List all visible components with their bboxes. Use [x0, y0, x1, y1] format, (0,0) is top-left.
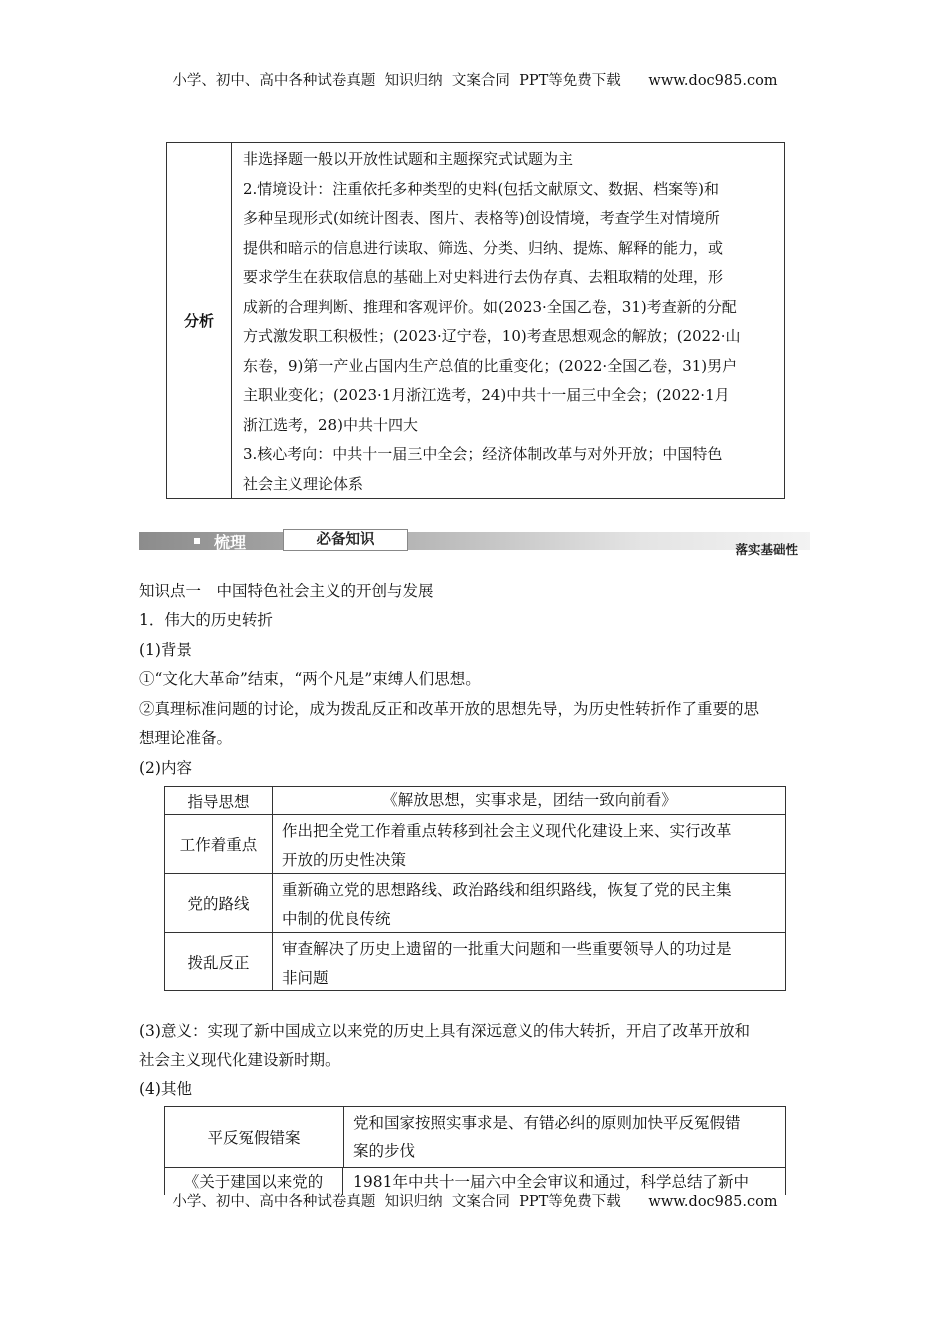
table-row — [165, 787, 785, 814]
table-row — [165, 1107, 785, 1167]
row-content-line: 1981年中共十一届六中全会审议和通过，科学总结了新中 — [353, 1173, 749, 1191]
row-content-line: 作出把全党工作着重点转移到社会主义现代化建设上来、实行改革 — [282, 822, 732, 840]
content-table — [164, 786, 786, 991]
banner-left-label: 梳理 — [214, 533, 247, 552]
page-footer: 小学、初中、高中各种试卷真题 知识归纳 文案合同 PPT等免费下载 www.doc985.com — [172, 1194, 778, 1210]
analysis-table — [166, 142, 785, 499]
significance-line1: (3)意义：实现了新中国成立以来党的历史上具有深远意义的伟大转折，开启了改革开放和 — [139, 1022, 750, 1040]
row-label: 工作着重点 — [165, 815, 273, 873]
analysis-line: 要求学生在获取信息的基础上对史料进行去伪存真、去粗取精的处理，形 — [243, 268, 724, 286]
analysis-line: 提供和暗示的信息进行读取、筛选、分类、归纳、提炼、解释的能力，或 — [243, 238, 724, 257]
analysis-line: 方式激发职工积极性；(2023·辽宁卷，10)考查思想观念的解放；(2022·山 — [243, 327, 741, 345]
row-content: 《解放思想，实事求是，团结一致向前看》 — [382, 791, 677, 809]
analysis-line: 主职业变化；(2023·1月浙江选考，24)中共十一届三中全会；(2022·1月 — [243, 386, 730, 404]
row-label: 指导思想 — [165, 787, 273, 814]
row-content-line: 重新确立党的思想路线、政治路线和组织路线，恢复了党的民主集 — [282, 881, 732, 899]
row-content — [353, 1109, 781, 1165]
subheading-content: (2)内容 — [139, 759, 192, 777]
analysis-line: 2.情境设计：注重依托多种类型的史料(包括文献原文、数据、档案等)和 — [243, 179, 720, 198]
row-content — [282, 817, 780, 874]
knowledge-point-title: 知识点一 中国特色社会主义的开创与发展 — [139, 582, 434, 600]
row-content-line: 审查解决了历史上遗留的一批重大问题和一些重要领导人的功过是 — [282, 940, 732, 958]
row-content-line: 案的步伐 — [353, 1142, 416, 1160]
background-point-2-line1: ②真理标准问题的讨论，成为拨乱反正和改革开放的思想先导，为历史性转折作了重要的思 — [139, 700, 760, 718]
analysis-line: 多种呈现形式(如统计图表、图片、表格等)创设情境，考查学生对情境所 — [243, 209, 720, 227]
row-label: 《关于建国以来党的 — [165, 1168, 343, 1195]
subheading-background: (1)背景 — [139, 641, 192, 659]
row-content-line: 党和国家按照实事求是、有错必纠的原则加快平反冤假错 — [353, 1114, 741, 1132]
analysis-line: 3.核心考向：中共十一届三中全会；经济体制改革与对外开放；中国特色 — [243, 445, 723, 463]
section-banner — [139, 529, 810, 555]
section-heading: 1．伟大的历史转折 — [139, 611, 273, 629]
background-point-1: ①“文化大革命”结束，“两个凡是”束缚人们思想。 — [139, 670, 481, 688]
square-bullet-icon — [194, 538, 200, 544]
background-point-2-line2: 想理论准备。 — [139, 729, 233, 747]
banner-right-label: 落实基础性 — [735, 542, 798, 557]
table-row — [165, 873, 785, 932]
table-row — [165, 814, 785, 873]
row-content — [282, 876, 780, 933]
analysis-line: 非选择题一般以开放性试题和主题探究式试题为主 — [243, 150, 574, 168]
row-content-line: 非问题 — [282, 968, 329, 987]
row-content-line: 中制的优良传统 — [282, 909, 391, 928]
analysis-label: 分析 — [167, 143, 232, 498]
banner-box-label: 必备知识 — [283, 529, 408, 551]
row-label: 拨乱反正 — [165, 933, 273, 990]
analysis-line: 浙江选考，28)中共十四大 — [243, 415, 418, 434]
analysis-line: 东卷，9)第一产业占国内生产总值的比重变化；(2022·全国乙卷，31)男户 — [243, 356, 738, 375]
other-table — [164, 1106, 786, 1195]
row-content — [282, 935, 780, 992]
row-label: 平反冤假错案 — [165, 1107, 344, 1167]
analysis-line: 成新的合理判断、推理和客观评价。如(2023·全国乙卷，31)考查新的分配 — [243, 297, 737, 316]
significance-line2: 社会主义现代化建设新时期。 — [139, 1051, 341, 1069]
row-label: 党的路线 — [165, 874, 273, 932]
page-header: 小学、初中、高中各种试卷真题 知识归纳 文案合同 PPT等免费下载 www.doc985.com — [172, 73, 778, 89]
table-row — [165, 932, 785, 990]
row-content-line: 开放的历史性决策 — [282, 850, 407, 869]
analysis-text — [243, 145, 778, 499]
subheading-other: (4)其他 — [139, 1080, 192, 1098]
analysis-line: 社会主义理论体系 — [243, 474, 364, 493]
